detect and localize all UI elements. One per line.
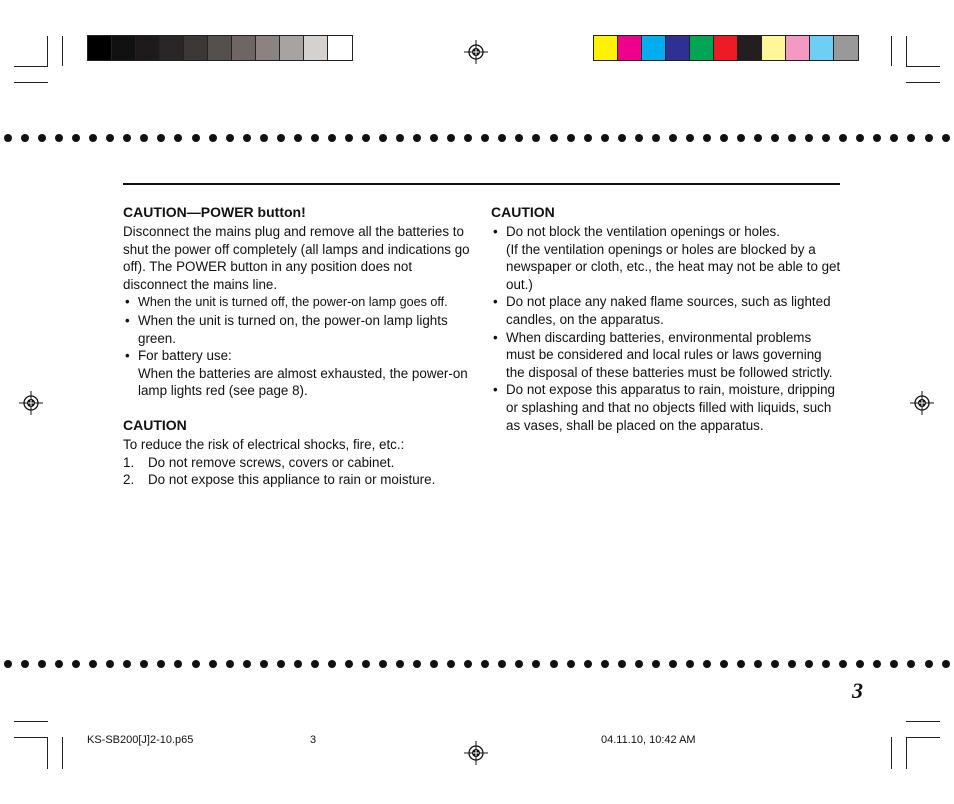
border-dot [754,134,762,142]
grayscale-color-bar [87,35,353,61]
border-dot [618,134,626,142]
border-dot [413,660,421,668]
crop-mark [14,721,48,722]
process-color-bar [593,35,859,61]
border-dot [788,134,796,142]
list-item: • When the unit is turned off, the power-on lamp goes off. [123,293,473,312]
footer-filename: KS-SB200[J]2-10.p65 [87,734,194,746]
border-dot [515,134,523,142]
list-item: • When discarding batteries, environmental problems must be considered and local rules or laws governing the disposal of these batteries must be followed strictly. [491,329,843,382]
crop-mark [14,66,48,67]
border-dot [209,134,217,142]
border-dot [140,660,148,668]
crop-mark [62,737,63,769]
border-dot [379,660,387,668]
border-dot [123,660,131,668]
power-caution-heading: CAUTION—POWER button! [123,204,306,220]
border-dot [430,134,438,142]
border-dot [481,134,489,142]
border-dot [720,134,728,142]
list-item: • When the unit is turned on, the power-on lamp lights green. [123,312,473,347]
border-dot [567,134,575,142]
border-dot [925,660,933,668]
border-dot [720,660,728,668]
border-dot [396,660,404,668]
border-dot [260,660,268,668]
border-dot [856,660,864,668]
border-dot [652,134,660,142]
crop-mark [891,737,892,769]
list-item: 1. Do not remove screws, covers or cabinet. [123,454,395,470]
border-dot [106,660,114,668]
gray-swatch [232,36,256,60]
gray-swatch [280,36,304,60]
border-dot [890,134,898,142]
border-dot [822,134,830,142]
border-dot [788,660,796,668]
border-dot [192,134,200,142]
color-swatch [594,36,618,60]
border-dot [277,134,285,142]
border-dot [447,660,455,668]
border-dot [856,134,864,142]
border-dot [601,660,609,668]
crop-mark [47,737,48,769]
border-dot [277,660,285,668]
list-item: • Do not expose this apparatus to rain, moisture, dripping or splashing and that no objects filled with liquids, such as vases, shall be placed on the apparatus. [491,381,843,434]
list-item: 2. Do not expose this appliance to rain or moisture. [123,472,436,488]
border-dot [550,134,558,142]
gray-swatch [208,36,232,60]
color-swatch [834,36,858,60]
border-dot [192,660,200,668]
border-dot [822,660,830,668]
crop-mark [906,66,940,67]
registration-mark-icon [19,391,43,415]
list-item: • For battery use: When the batteries are almost exhausted, the power-on lamp lights red (see page 8). [123,347,473,400]
registration-mark-icon [464,40,488,64]
border-dot [532,134,540,142]
border-dot [260,134,268,142]
color-swatch [738,36,762,60]
border-dot [669,134,677,142]
list-item-detail: When the batteries are almost exhausted, the power-on lamp lights red (see page 8). [138,365,468,399]
border-dot [567,660,575,668]
border-dot [21,660,29,668]
color-swatch [786,36,810,60]
border-dot [890,660,898,668]
border-dot [106,134,114,142]
color-swatch [642,36,666,60]
border-dot [379,134,387,142]
color-swatch [690,36,714,60]
border-dot [498,134,506,142]
border-dot [38,660,46,668]
border-dot [174,134,182,142]
border-dot [328,134,336,142]
border-dot [4,134,12,142]
gray-swatch [256,36,280,60]
border-dot [532,660,540,668]
shock-caution-intro: To reduce the risk of electrical shocks, fire, etc.: [123,436,405,452]
border-dot [618,660,626,668]
crop-mark [906,36,907,66]
crop-mark [47,36,48,66]
registration-mark-icon [910,391,934,415]
border-dot [737,660,745,668]
color-swatch [810,36,834,60]
footer-page: 3 [310,734,317,746]
border-dot [942,660,950,668]
border-dot [362,134,370,142]
border-dot [38,134,46,142]
border-dot [294,660,302,668]
border-dot [873,134,881,142]
border-dot [703,134,711,142]
gray-swatch [328,36,352,60]
border-dot [21,134,29,142]
dotted-border-bottom [0,660,954,670]
border-dot [123,134,131,142]
crop-mark [14,82,48,83]
border-dot [226,660,234,668]
border-dot [157,660,165,668]
list-item: • Do not place any naked flame sources, such as lighted candles, on the apparatus. [491,293,843,328]
gray-swatch [304,36,328,60]
shock-caution-list [123,454,473,489]
border-dot [652,660,660,668]
border-dot [550,660,558,668]
border-dot [686,660,694,668]
border-dot [464,134,472,142]
border-dot [413,134,421,142]
border-dot [737,134,745,142]
border-dot [72,660,80,668]
ventilation-caution-heading: CAUTION [491,204,555,220]
section-rule [123,183,840,185]
border-dot [635,134,643,142]
border-dot [72,134,80,142]
border-dot [294,134,302,142]
dotted-border-top [0,134,954,144]
border-dot [55,660,63,668]
border-dot [635,660,643,668]
right-column [491,203,843,434]
crop-mark [906,721,940,722]
crop-mark [906,737,940,738]
border-dot [584,134,592,142]
registration-mark-icon [464,741,488,765]
border-dot [805,134,813,142]
crop-mark [906,737,907,769]
border-dot [481,660,489,668]
power-caution-list [123,293,473,400]
color-swatch [618,36,642,60]
border-dot [584,660,592,668]
border-dot [430,660,438,668]
border-dot [89,134,97,142]
border-dot [55,134,63,142]
border-dot [345,134,353,142]
crop-mark [891,36,892,66]
crop-mark [906,82,940,83]
border-dot [4,660,12,668]
border-dot [311,134,319,142]
left-column [123,203,473,489]
shock-caution-heading: CAUTION [123,416,187,433]
crop-mark [14,737,48,738]
border-dot [362,660,370,668]
border-dot [907,660,915,668]
border-dot [771,134,779,142]
border-dot [89,660,97,668]
footer-timestamp: 04.11.10, 10:42 AM [601,734,696,746]
border-dot [873,660,881,668]
page-number: 3 [852,678,863,703]
gray-swatch [88,36,112,60]
border-dot [243,660,251,668]
border-dot [771,660,779,668]
border-dot [209,660,217,668]
color-swatch [666,36,690,60]
color-swatch [762,36,786,60]
border-dot [925,134,933,142]
ventilation-caution-list [491,223,843,434]
border-dot [703,660,711,668]
border-dot [345,660,353,668]
gray-swatch [184,36,208,60]
border-dot [942,134,950,142]
gray-swatch [112,36,136,60]
border-dot [447,134,455,142]
gray-swatch [136,36,160,60]
border-dot [140,134,148,142]
border-dot [601,134,609,142]
border-dot [328,660,336,668]
border-dot [907,134,915,142]
border-dot [226,134,234,142]
border-dot [686,134,694,142]
power-caution-paragraph: Disconnect the mains plug and remove all the batteries to shut the power off completely (all lamps and indications go off). The POWER button in any position does not disconnect the mains line. [123,224,470,292]
border-dot [805,660,813,668]
border-dot [754,660,762,668]
border-dot [839,660,847,668]
border-dot [669,660,677,668]
border-dot [498,660,506,668]
border-dot [311,660,319,668]
border-dot [396,134,404,142]
list-item-detail: (If the ventilation openings or holes are blocked by a newspaper or cloth, etc., the heat may not be able to get out.) [506,241,841,292]
list-item: • Do not block the ventilation openings or holes. (If the ventilation openings or holes are blocked by a newspaper or cloth, etc., the heat may not be able to get out.) [491,223,843,293]
crop-mark [62,36,63,66]
border-dot [174,660,182,668]
border-dot [839,134,847,142]
gray-swatch [160,36,184,60]
border-dot [464,660,472,668]
border-dot [515,660,523,668]
border-dot [157,134,165,142]
border-dot [243,134,251,142]
color-swatch [714,36,738,60]
